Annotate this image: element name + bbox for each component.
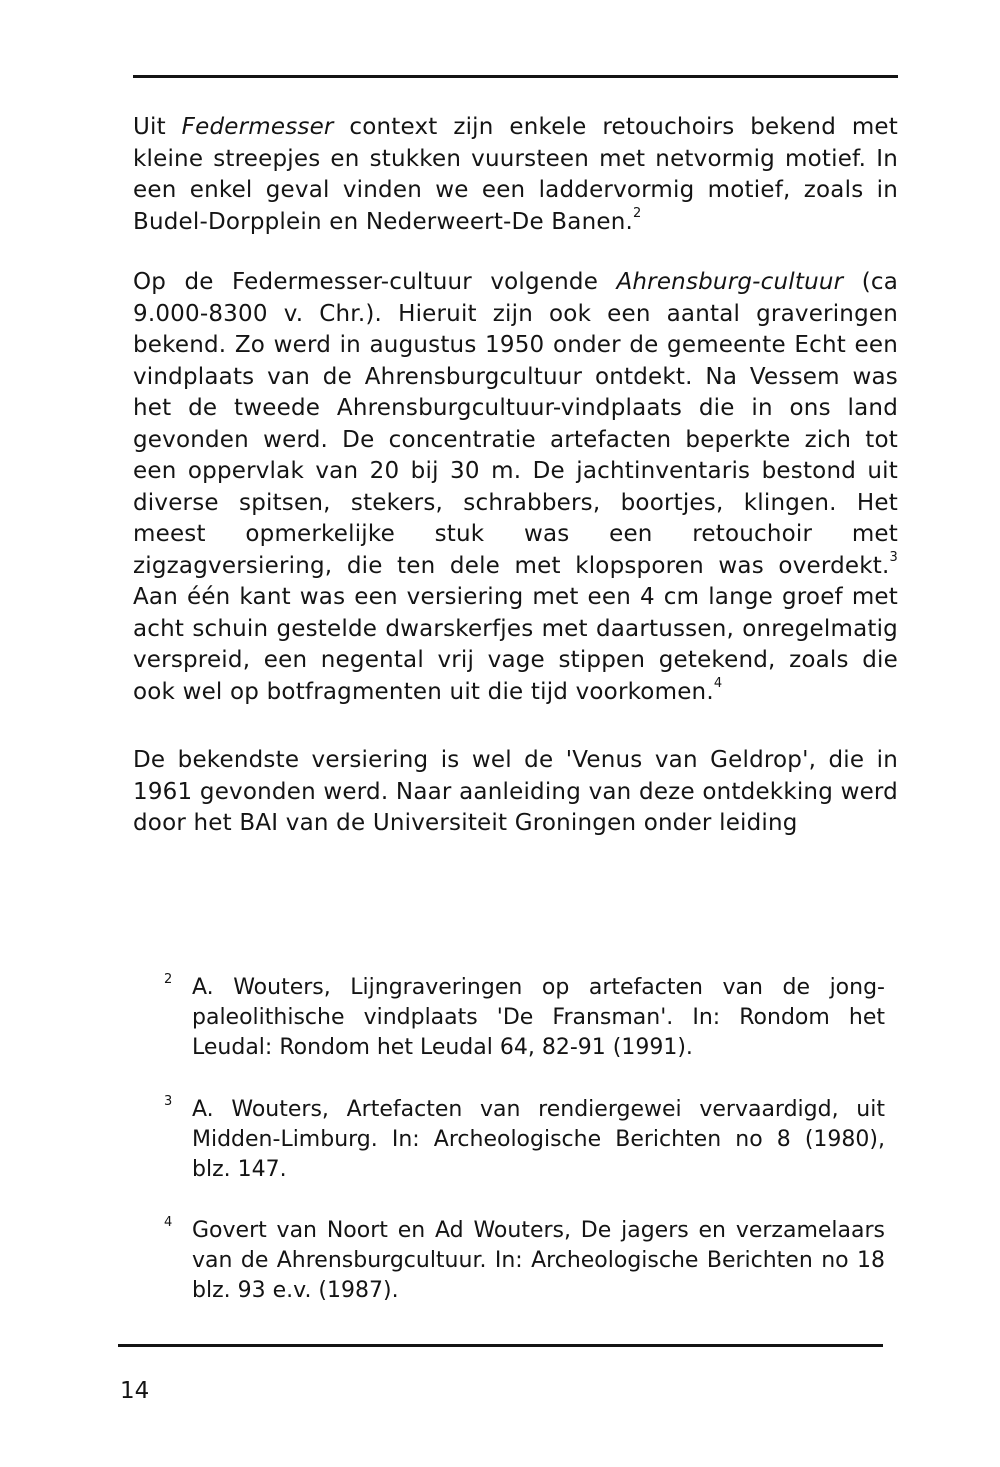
footnote-text: A. Wouters, Artefacten van rendiergewei vervaardigd, uit Midden-Limburg. In: Archeologische Berichten no 8 (1980), blz. 147. <box>192 1097 885 1182</box>
footnote-ref: 2 <box>633 205 642 221</box>
paragraph-text: Uit <box>133 114 182 140</box>
paragraph-text: De bekendste versiering is wel de 'Venus van Geldrop', die in 1961 gevonden werd. Naar aanleiding van deze ontdekking werd door het BAI van de Universiteit Groningen onder leiding <box>133 747 898 836</box>
footnote-3 <box>160 1095 885 1185</box>
footnote-text: Govert van Noort en Ad Wouters, De jagers en verzamelaars van de Ahrensburgcultuur. In: Archeologische Berichten no 18 blz. 93 e.v. (1987). <box>192 1218 885 1303</box>
paragraph-2 <box>133 267 898 708</box>
footnote-ref: 4 <box>713 675 723 691</box>
italic-term: Federmesser <box>181 114 334 140</box>
page-number: 14 <box>120 1378 150 1404</box>
footnote-4 <box>160 1216 885 1306</box>
paragraph-3 <box>133 745 898 840</box>
paragraph-text: (ca 9.000-8300 v. Chr.). Hieruit zijn ook een aantal graveringen bekend. Zo werd in augustus 1950 onder de gemeente Echt een vindplaats van de Ahrensburgcultuur ontdekt. Na Vessem was het de tweede Ahrensburgcultuur-vindplaats die in ons land gevonden werd. De concentratie artefacten beperkte zich tot een oppervlak van 20 bij 30 m. De jachtinventaris bestond uit diverse spitsen, stekers, schrabbers, boortjes, klingen. Het meest opmerkelijke stuk was een retouchoir met zigzagversiering, die ten dele met klopsporen was overdekt. <box>133 269 899 579</box>
footnote-2 <box>160 973 885 1063</box>
footnote-number: 3 <box>164 1094 173 1109</box>
paragraph-1 <box>133 112 898 238</box>
footnote-text: A. Wouters, Lijngraveringen op artefacten van de jong-paleolithische vindplaats 'De Fransman'. In: Rondom het Leudal: Rondom het Leudal 64, 82-91 (1991). <box>192 975 885 1060</box>
italic-term: Ahrensburg-cultuur <box>616 269 844 295</box>
top-rule <box>133 75 898 78</box>
bottom-rule <box>118 1344 883 1347</box>
footnote-number: 2 <box>164 972 173 987</box>
paragraph-text: Op de Federmesser-cultuur volgende <box>133 269 617 295</box>
paragraph-text: context zijn enkele retouchoirs bekend met kleine streepjes en stukken vuursteen met netvormig motief. In een enkel geval vinden we een laddervormig motief, zoals in Budel-Dorpplein en Nederweert-De Banen. <box>133 114 898 235</box>
paragraph-text: Aan één kant was een versiering met een 4 cm lange groef met acht schuin gestelde dwarskerfjes met daartussen, onregelmatig verspreid, een negental vrij vage stippen getekend, zoals die ook wel op botfragmenten uit die tijd voorkomen. <box>133 584 898 705</box>
footnote-ref: 3 <box>889 549 898 565</box>
footnote-number: 4 <box>164 1215 173 1230</box>
